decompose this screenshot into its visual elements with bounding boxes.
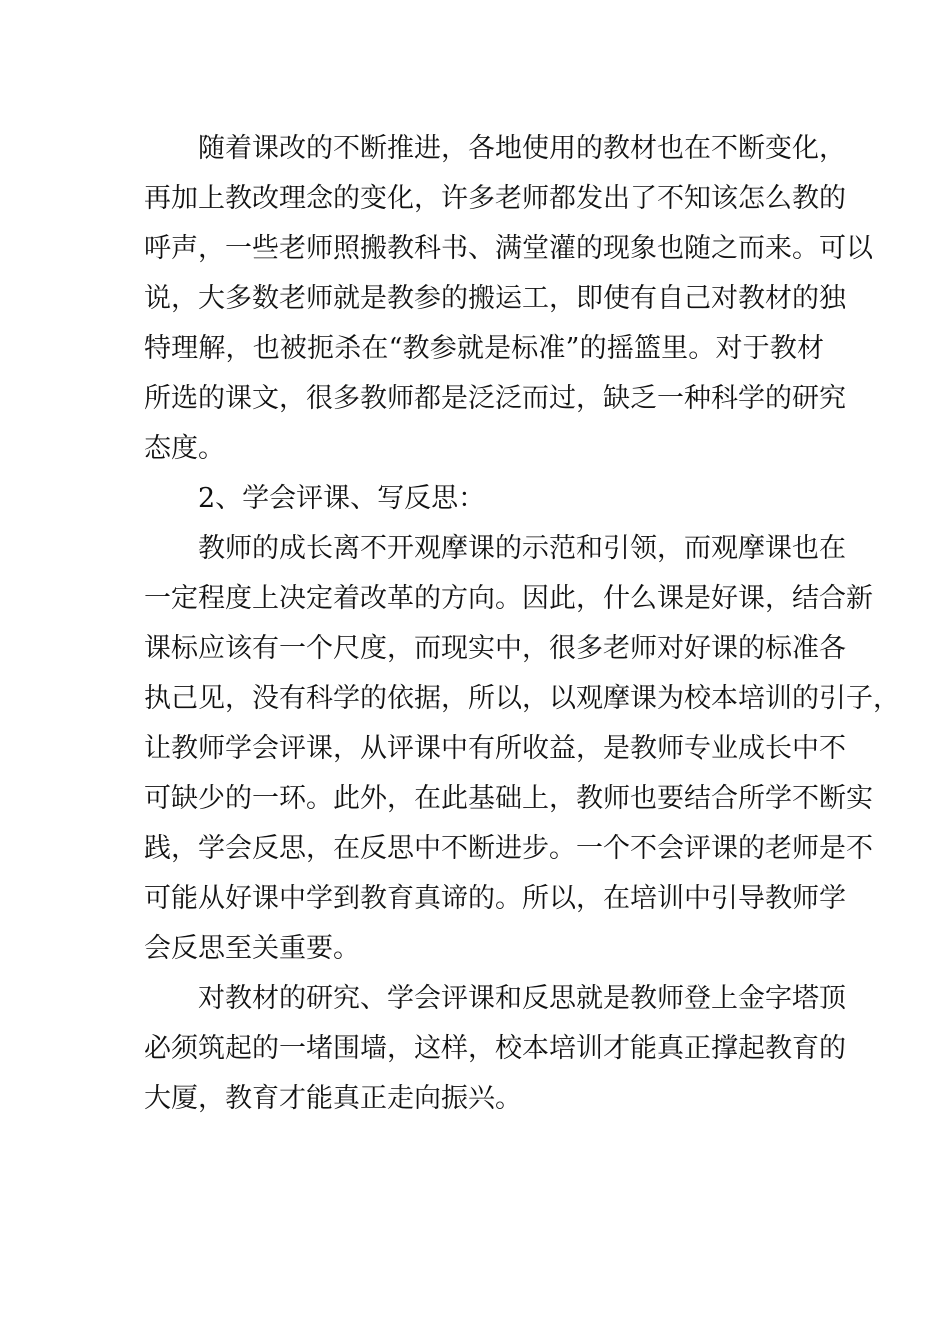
- text-line: 践，学会反思，在反思中不断进步。一个不会评课的老师是不: [144, 833, 873, 864]
- text-line: 特理解，也被扼杀在“教参就是标准”的摇篮里。对于教材: [144, 333, 824, 364]
- text-line: 课标应该有一个尺度，而现实中，很多老师对好课的标准各: [144, 633, 846, 664]
- document-body: [144, 124, 900, 1124]
- text-line: 对教材的研究、学会评课和反思就是教师登上金字塔顶: [198, 983, 846, 1014]
- text-line: 大厦，教育才能真正走向振兴。: [144, 1083, 522, 1114]
- text-line: 可缺少的一环。此外，在此基础上，教师也要结合所学不断实: [144, 783, 873, 814]
- text-line: 所选的课文，很多教师都是泛泛而过，缺乏一种科学的研究: [144, 383, 846, 414]
- text-line: 一定程度上决定着改革的方向。因此，什么课是好课，结合新: [144, 583, 873, 614]
- text-line: 让教师学会评课，从评课中有所收益，是教师专业成长中不: [144, 733, 846, 764]
- section-heading: [144, 474, 824, 524]
- paragraph-2: [144, 524, 900, 974]
- text-line: 呼声，一些老师照搬教科书、满堂灌的现象也随之而来。可以: [144, 233, 873, 264]
- paragraph-1: [144, 124, 873, 474]
- text-line: 随着课改的不断推进，各地使用的教材也在不断变化，: [198, 133, 846, 164]
- text-line: 必须筑起的一堵围墙，这样，校本培训才能真正撑起教育的: [144, 1033, 846, 1064]
- heading-line: 2、学会评课、写反思：: [198, 483, 486, 514]
- text-line: 可能从好课中学到教育真谛的。所以，在培训中引导教师学: [144, 883, 846, 914]
- paragraph-3: [144, 974, 846, 1124]
- text-line: 会反思至关重要。: [144, 933, 360, 964]
- text-line: 态度。: [144, 433, 225, 464]
- text-line: 教师的成长离不开观摩课的示范和引领，而观摩课也在: [198, 533, 846, 564]
- text-line: 说，大多数老师就是教参的搬运工，即使有自己对教材的独: [144, 283, 846, 314]
- text-line: 再加上教改理念的变化，许多老师都发出了不知该怎么教的: [144, 183, 846, 214]
- text-line: 执己见，没有科学的依据，所以，以观摩课为校本培训的引子，: [144, 683, 900, 714]
